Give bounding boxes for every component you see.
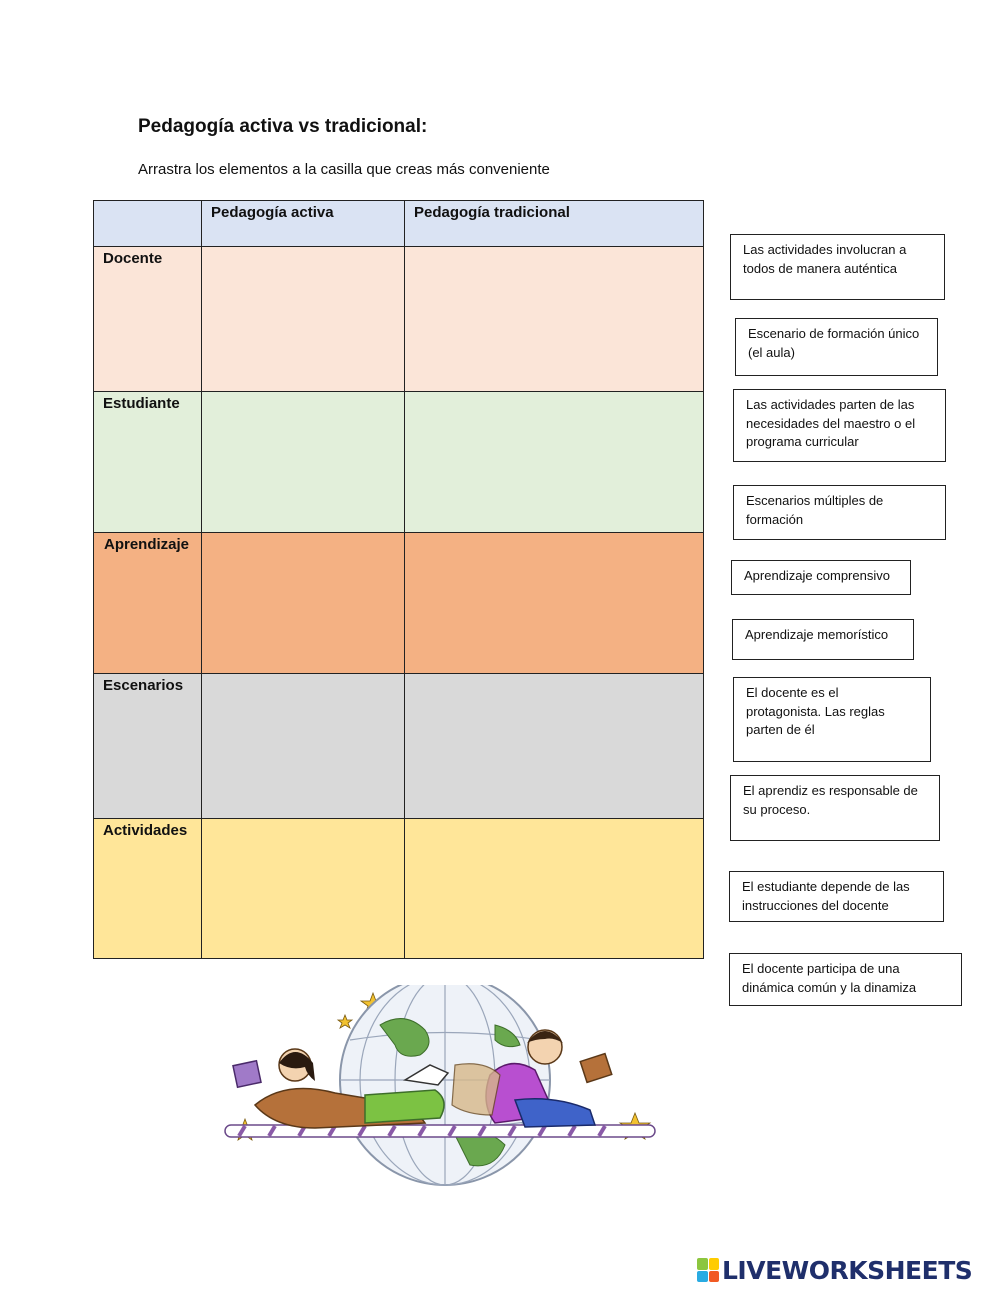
row-label-aprendizaje: Aprendizaje <box>94 533 202 674</box>
logo-text: LIVEWORKSHEETS <box>722 1255 973 1285</box>
drag-card-aprendiz-responsable[interactable]: El aprendiz es responsable de su proceso. <box>730 775 940 841</box>
table-row-actividades <box>94 819 704 959</box>
drop-cell-actividades-activa[interactable] <box>202 819 405 959</box>
drop-cell-escenarios-activa[interactable] <box>202 674 405 819</box>
drop-cell-aprendizaje-activa[interactable] <box>202 533 405 674</box>
worksheet-title: Pedagogía activa vs tradicional: <box>138 116 428 137</box>
row-label-estudiante: Estudiante <box>94 392 202 533</box>
header-pedagogia-activa: Pedagogía activa <box>202 201 405 247</box>
table-header-row <box>94 201 704 247</box>
header-corner-cell <box>94 201 202 247</box>
table-row-escenarios <box>94 674 704 819</box>
drag-card-escenarios-multiples[interactable]: Escenarios múltiples de formación <box>733 485 946 540</box>
row-label-escenarios: Escenarios <box>94 674 202 819</box>
drop-cell-escenarios-tradicional[interactable] <box>405 674 704 819</box>
drag-card-escenario-unico[interactable]: Escenario de formación único (el aula) <box>735 318 938 376</box>
drop-cell-estudiante-activa[interactable] <box>202 392 405 533</box>
table-row-estudiante <box>94 392 704 533</box>
worksheet-instruction: Arrastra los elementos a la casilla que creas más conveniente <box>138 161 550 178</box>
row-label-actividades: Actividades <box>94 819 202 959</box>
table-row-docente <box>94 247 704 392</box>
drag-card-docente-participa[interactable]: El docente participa de una dinámica común y la dinamiza <box>729 953 962 1006</box>
drag-card-necesidades-maestro[interactable]: Las actividades parten de las necesidades del maestro o el programa curricular <box>733 389 946 462</box>
children-reading-globe-illustration <box>215 985 665 1195</box>
drag-card-actividades-autenticas[interactable]: Las actividades involucran a todos de manera auténtica <box>730 234 945 300</box>
drop-cell-docente-activa[interactable] <box>202 247 405 392</box>
drop-cell-aprendizaje-tradicional[interactable] <box>405 533 704 674</box>
drop-cell-docente-tradicional[interactable] <box>405 247 704 392</box>
header-pedagogia-tradicional: Pedagogía tradicional <box>405 201 704 247</box>
drag-card-aprendizaje-memoristico[interactable]: Aprendizaje memorístico <box>732 619 914 660</box>
row-label-docente: Docente <box>94 247 202 392</box>
liveworksheets-logo <box>697 1255 972 1285</box>
liveworksheets-logo-mark-icon <box>697 1258 719 1282</box>
table-row-aprendizaje <box>94 533 704 674</box>
drag-card-aprendizaje-comprensivo[interactable]: Aprendizaje comprensivo <box>731 560 911 595</box>
drop-cell-estudiante-tradicional[interactable] <box>405 392 704 533</box>
comparison-table <box>93 200 704 959</box>
drop-cell-actividades-tradicional[interactable] <box>405 819 704 959</box>
drag-card-estudiante-depende[interactable]: El estudiante depende de las instrucciones del docente <box>729 871 944 922</box>
drag-card-docente-protagonista[interactable]: El docente es el protagonista. Las reglas parten de él <box>733 677 931 762</box>
